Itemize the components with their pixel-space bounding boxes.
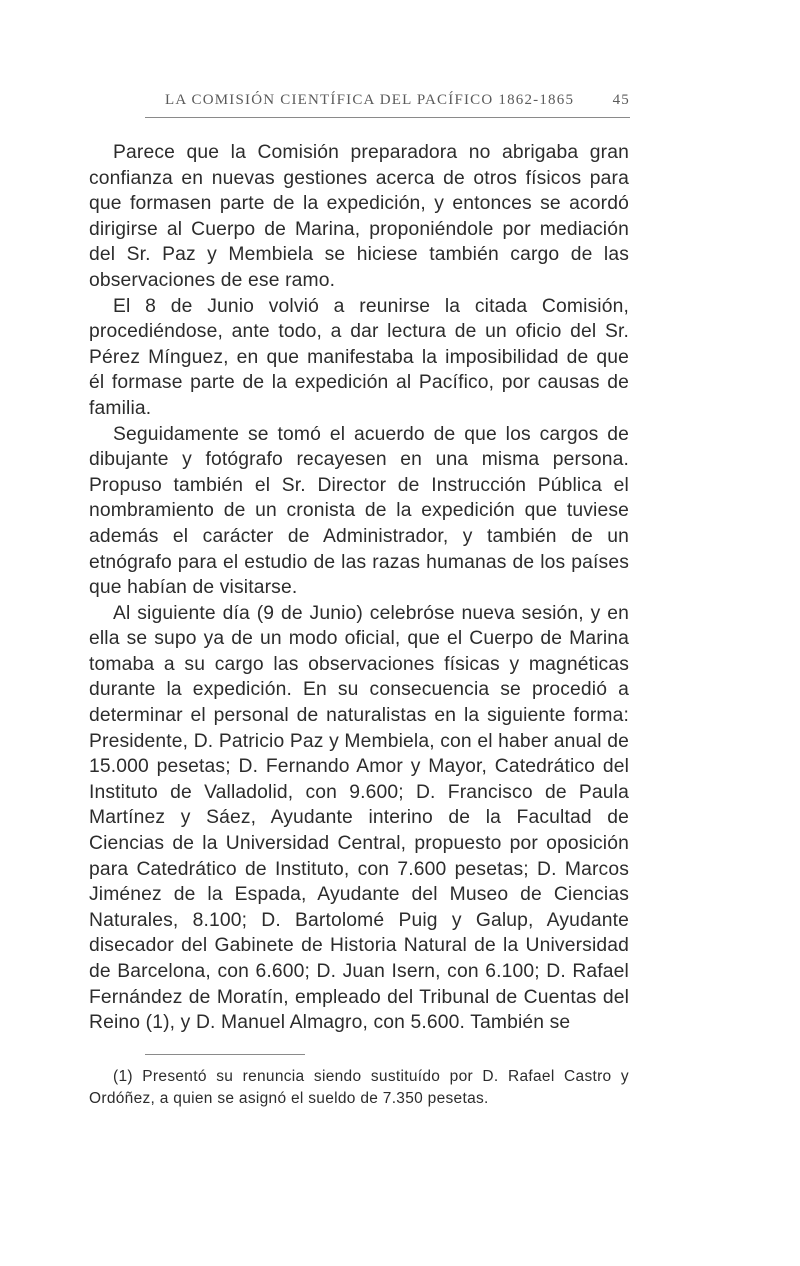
footnote: (1) Presentó su renuncia siendo sustituído por D. Rafael Castro y Ordóñez, a quien se asignó el sueldo de 7.350 pesetas. bbox=[89, 1068, 629, 1107]
footnote-rule bbox=[145, 1054, 305, 1055]
running-title: LA COMISIÓN CIENTÍFICA DEL PACÍFICO 1862-1865 bbox=[165, 92, 575, 108]
paragraph: Seguidamente se tomó el acuerdo de que los cargos de dibujante y fotógrafo recayesen en una misma persona. Propuso también el Sr. Director de Instrucción Pública el nombramiento de un cronista de la expedición que tuviese además el carácter de Administrador, y también de un etnógrafo para el estudio de las razas humanas de los países que habían de visitarse. bbox=[89, 423, 629, 599]
page-number: 45 bbox=[612, 92, 630, 108]
paragraph: Al siguiente día (9 de Junio) celebróse nueva sesión, y en ella se supo ya de un modo oficial, que el Cuerpo de Marina tomaba a su cargo las observaciones físicas y magnéticas durante la expedición. En su consecuencia se procedió a determinar el personal de naturalistas en la siguiente forma: Presidente, D. Patricio Paz y Membiela, con el haber anual de 15.000 pesetas; D. Fernando Amor y Mayor, Catedrático del Instituto de Valladolid, con 9.600; D. Francisco de Paula Martínez y Sáez, Ayudante interino de la Facultad de Ciencias de la Universidad Central, propuesto por oposición para Catedrático de Instituto, con 7.600 pesetas; D. Marcos Jiménez de la Espada, Ayudante del Museo de Ciencias Naturales, 8.100; D. Bartolomé Puig y Galup, Ayudante disecador del Gabinete de Historia Natural de la Universidad de Barcelona, con 6.600; D. Juan Isern, con 6.100; D. Rafael Fernández de Moratín, empleado del Tribunal de Cuentas del Reino (1), y D. Manuel Almagro, con 5.600. También se bbox=[89, 602, 629, 1034]
body-text bbox=[89, 140, 629, 1036]
running-head bbox=[145, 92, 630, 114]
header-rule bbox=[145, 117, 630, 118]
paragraph: Parece que la Comisión preparadora no abrigaba gran confianza en nuevas gestiones acerca de otros físicos para que formasen parte de la expedición, y entonces se acordó dirigirse al Cuerpo de Marina, proponiéndole por mediación del Sr. Paz y Membiela se hiciese también cargo de las observaciones de ese ramo. bbox=[89, 142, 629, 291]
paragraph: El 8 de Junio volvió a reunirse la citada Comisión, procediéndose, ante todo, a dar lectura de un oficio del Sr. Pérez Mínguez, en que manifestaba la imposibilidad de que él formase parte de la expedición al Pacífico, por causas de familia. bbox=[89, 295, 629, 419]
